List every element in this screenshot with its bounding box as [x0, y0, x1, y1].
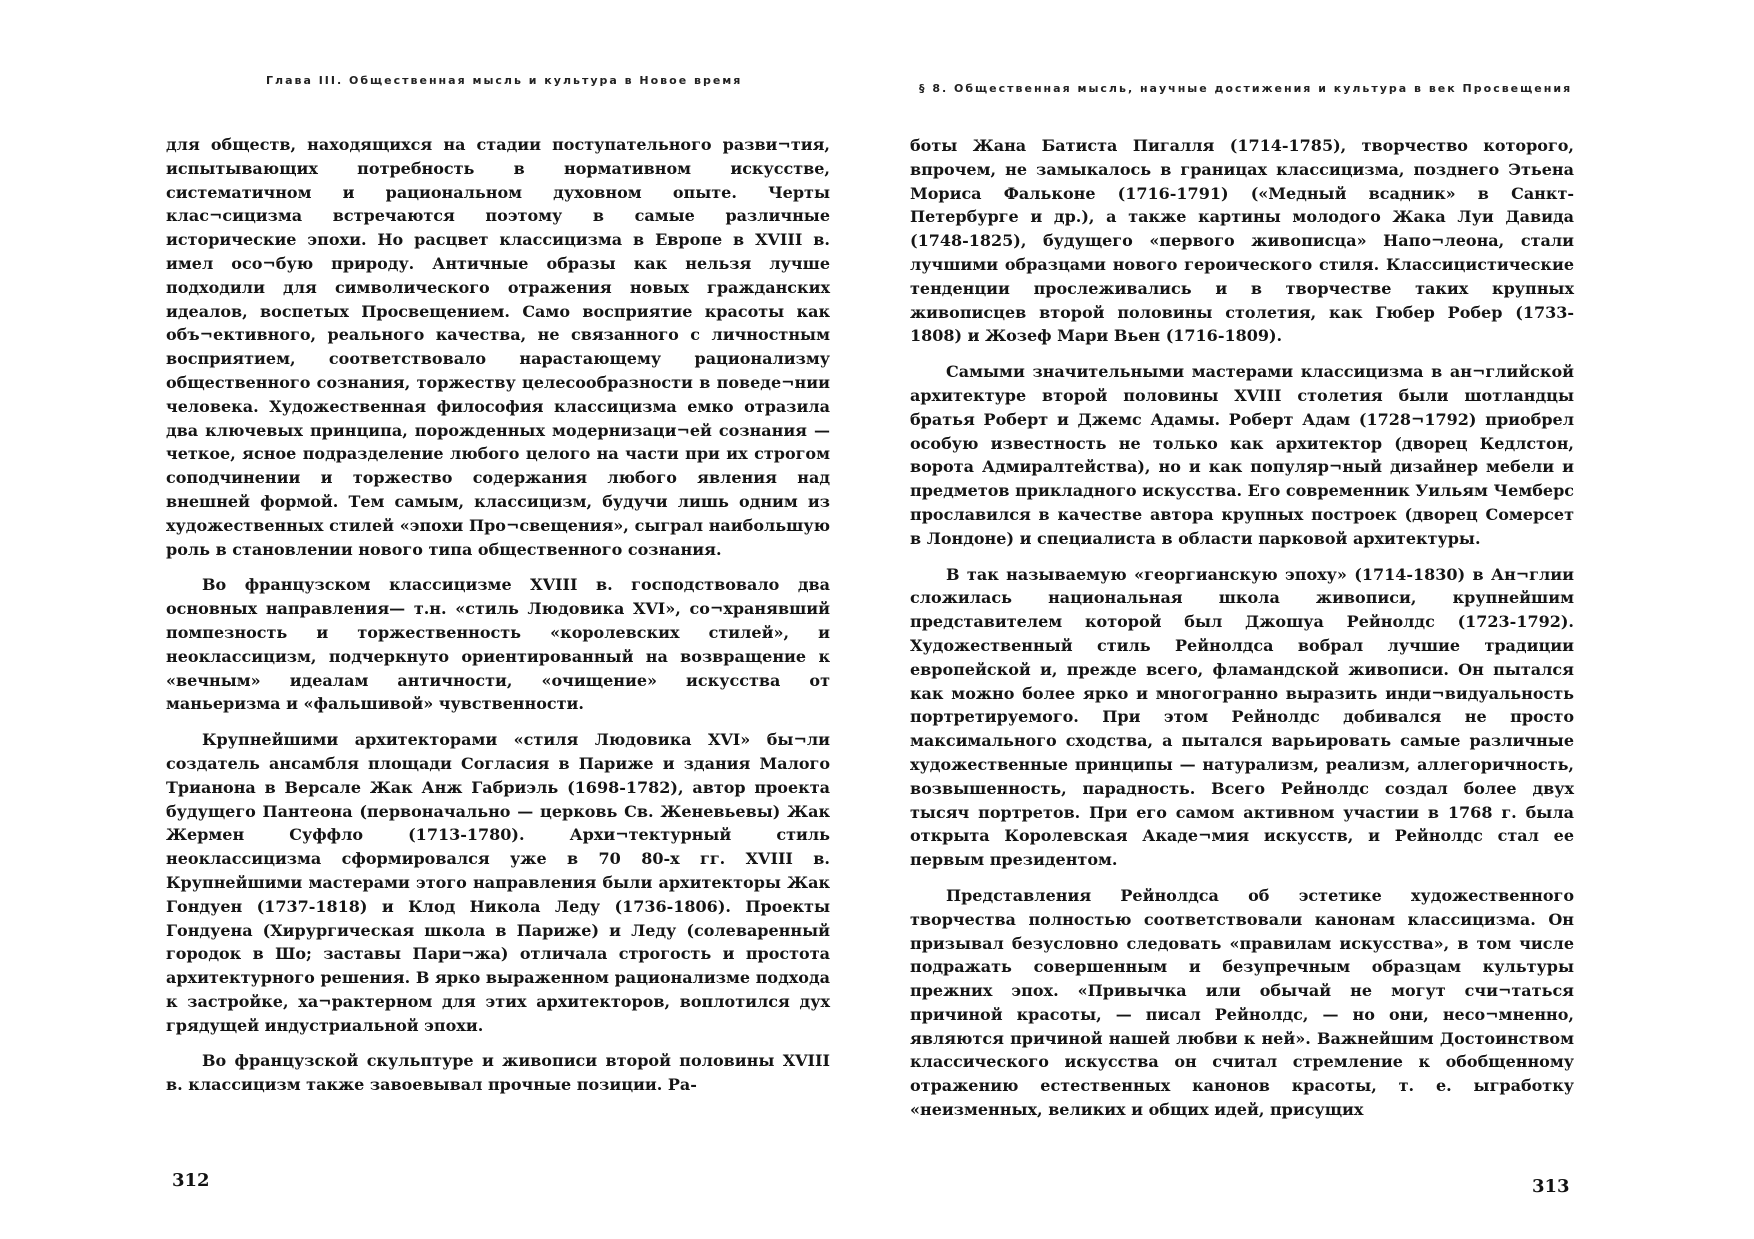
right-page [877, 0, 1754, 1239]
paragraph: Во французской скульптуре и живописи второй половины XVIII в. классицизм также завоевывал прочные позиции. Ра- [166, 1051, 830, 1095]
page-body [910, 134, 1574, 1134]
paragraph: Самыми значительными мастерами классицизма в ан¬глийской архитектуре второй половины XVIII столетия были шотландцы братья Роберт и Джемс Адамы. Роберт Адам (1728¬1792) приобрел особую известность не только как архитектор (дворец Кедлстон, ворота Адмиралтейства), но и как популяр¬ный дизайнер мебели и предметов прикладного искусства. Его современник Уильям Чемберс прославился в качестве автора крупных построек (дворец Сомерсет в Лондоне) и специалиста в области парковой архитектуры. [910, 362, 1574, 548]
paragraph: Во французском классицизме XVIII в. господствовало два основных направления— т.н. «стиль Людовика XVI», со¬хранявший помпезность и торжественность «королевских стилей», и неоклассицизм, подчеркнуто ориентированный на возвращение к «вечным» идеалам античности, «очищение» искусства от маньеризма и «фальшивой» чувственности. [166, 575, 830, 714]
paragraph: для обществ, находящихся на стадии поступательного разви¬тия, испытывающих потребность в нормативном искусстве, систематичном и рациональном духовном опыте. Черты клас¬сицизма встречаются поэтому в самые различные исторические эпохи. Но расцвет классицизма в Европе в XVIII в. имел осо¬бую природу. Античные образы как нельзя лучше подходили для символического отражения новых гражданских идеалов, воспетых Просвещением. Само восприятие красоты как объ¬ективного, реального качества, не связанного с личностным восприятием, соответствовало нарастающему рационализму общественного сознания, торжеству целесообразности в поведе¬нии человека. Художественная философия классицизма емко отразила два ключевых принципа, порожденных модернизаци¬ей сознания — четкое, ясное подразделение любого целого на части при их строгом соподчинении и торжество содержания любого явления над внешней формой. Тем самым, классицизм, будучи лишь одним из художественных стилей «эпохи Про¬свещения», сыграл наибольшую роль в становлении нового типа общественного сознания. [166, 135, 830, 559]
running-head: § 8. Общественная мысль, научные достижения и культура в век Просвещения [919, 82, 1573, 95]
paragraph: Представления Рейнолдса об эстетике художественного творчества полностью соответствовали канонам классицизма. Он призывал безусловно следовать «правилам искусства», в том числе подражать совершенным и безупречным образцам культуры прежних эпох. «Привычка или обычай не могут счи¬таться причиной красоты, — писал Рейнолдс, — но они, несо¬мненно, являются причиной нашей любви к ней». Важнейшим Достоинством классического искусства он считал стремление к обобщенному отражению естественных канонов красоты, т. е. ыгработку «неизменных, великих и общих идей, присущих [910, 885, 1574, 1120]
paragraph: Крупнейшими архитекторами «стиля Людовика XVI» бы¬ли создатель ансамбля площади Согласия в Париже и здания Малого Трианона в Версале Жак Анж Габриэль (1698-1782), автор проекта будущего Пантеона (первоначально — церковь Св. Женевьевы) Жак Жермен Суффло (1713-1780). Архи¬тектурный стиль неоклассицизма сформировался уже в 70 80-х гг. XVIII в. Крупнейшими мастерами этого направления были архитекторы Жак Гондуен (1737-1818) и Клод Никола Леду (1736-1806). Проекты Гондуена (Хирургическая школа в Париже) и Леду (солеваренный городок в Шо; заставы Пари¬жа) отличала строгость и простота архитектурного решения. В ярко выраженном рационализме подхода к застройке, ха¬рактерном для этих архитекторов, воплотился дух грядущей индустриальной эпохи. [166, 730, 830, 1035]
page-number: 313 [1532, 1176, 1570, 1197]
paragraph: боты Жана Батиста Пигалля (1714-1785), творчество которого, впрочем, не замыкалось в границах классицизма, позднего Этьена Мориса Фальконе (1716-1791) («Медный всадник» в Санкт-Петербурге и др.), а также картины молодого Жака Луи Давида (1748-1825), будущего «первого живописца» Напо¬леона, стали лучшими образцами нового героического стиля. Классицистические тенденции прослеживались и в творчестве таких крупных живописцев второй половины столетия, как Гюбер Робер (1733-1808) и Жозеф Мари Вьен (1716-1809). [910, 136, 1574, 346]
page-body [166, 133, 830, 1109]
paragraph: В так называемую «георгианскую эпоху» (1714-1830) в Ан¬глии сложилась национальная школа живописи, крупнейшим представителем которой был Джошуа Рейнолдс (1723-1792). Художественный стиль Рейнолдса вобрал лучшие традиции европейской и, прежде всего, фламандской живописи. Он пытался как можно более ярко и многогранно выразить инди¬видуальность портретируемого. При этом Рейнолдс добивался не просто максимального сходства, а пытался варьировать самые различные художественные принципы — натурализм, реализм, аллегоричность, возвышенность, парадность. Всего Рейнолдс создал более двух тысяч портретов. При его самом активном участии в 1768 г. была открыта Королевская Акаде¬мия искусств, и Рейнолдс стал ее первым президентом. [910, 564, 1574, 870]
running-head: Глава III. Общественная мысль и культура в Новое время [266, 74, 743, 87]
page-number: 312 [172, 1170, 210, 1191]
